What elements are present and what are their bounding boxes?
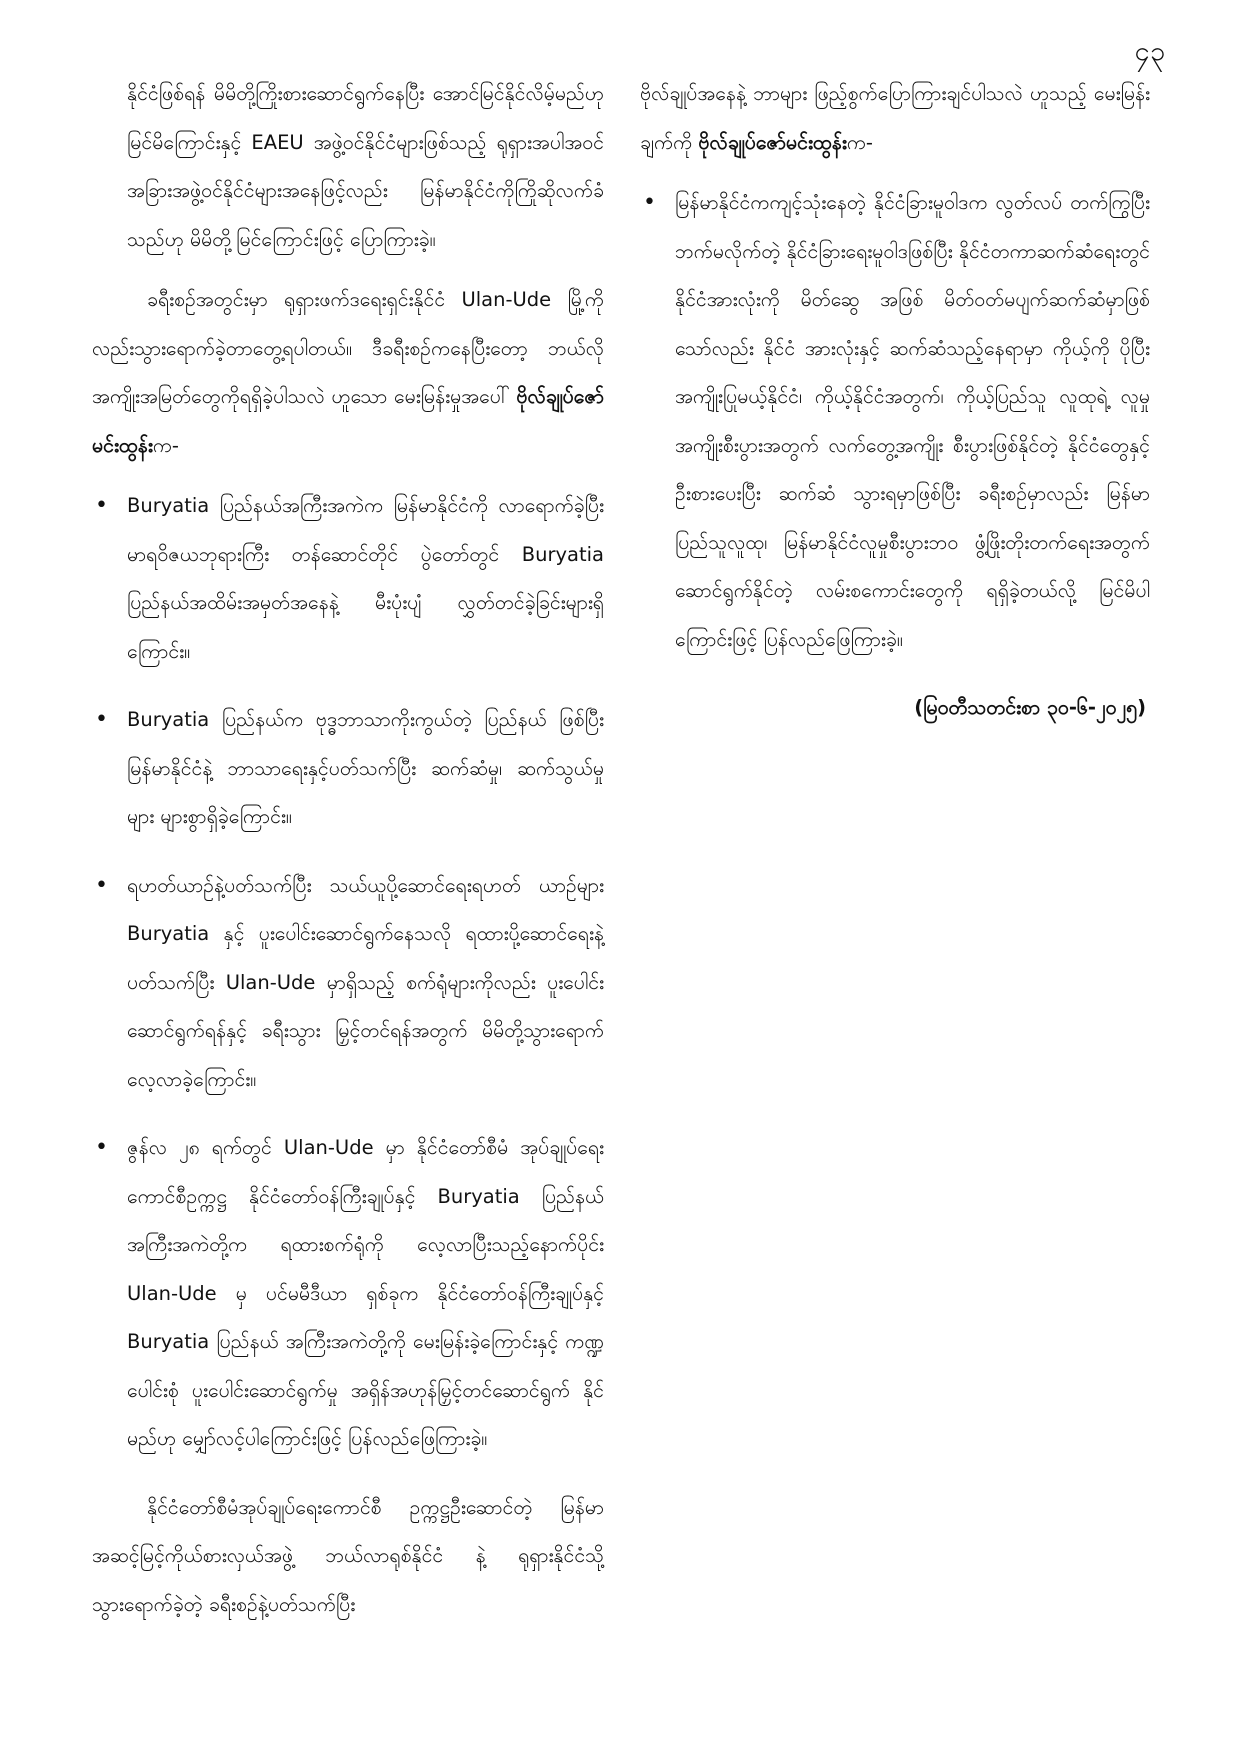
right-column <box>640 70 1150 733</box>
list-item-text: ဇွန်လ ၂၈ ရက်တွင် Ulan-Ude မှာ နိုင်ငံတော်စီမံ အုပ်ချုပ်ရေးကောင်စီဥက္ကဋ္ဌ နိုင်ငံတော်ဝန်ကြီးချုပ်နှင့် Buryatia ပြည်နယ်အကြီးအကဲတို့က ရထားစက်ရုံကို လေ့လာပြီးသည့်နောက်ပိုင်း Ulan-Ude မှ ပင်မမီဒီယာ ရှစ်ခုက နိုင်ငံတော်ဝန်ကြီးချုပ်နှင့် Buryatia ပြည်နယ် အကြီးအကဲတို့ကို မေးမြန်းခဲ့ကြောင်းနှင့် ကဏ္ဍပေါင်းစုံ ပူးပေါင်းဆောင်ရွက်မှု အရှိန်အဟုန်မြှင့်တင်ဆောင်ရွက် နိုင်မည်ဟု မျှော်လင့်ပါကြောင်းဖြင့် ပြန်လည်ဖြေကြားခဲ့။ <box>127 1136 604 1450</box>
question-text: ခရီးစဉ်အတွင်းမှာ ရုရှားဖက်ဒရေးရှင်းနိုင်ငံ Ulan-Ude မြို့ကိုလည်းသွားရောက်ခဲ့တာတွေ့ရပါတယ်။ ဒီခရီးစဉ်ကနေပြီးတော့ ဘယ်လိုအကျိုးအမြတ်တွေကိုရရှိခဲ့ပါသလဲ ဟူသော မေးမြန်းမှုအပေါ် <box>92 288 604 408</box>
list-item <box>92 482 604 676</box>
question-paragraph <box>640 70 1150 167</box>
speaker-name: ဗိုလ်ချုပ်ဇော်မင်းထွန်း <box>698 130 847 154</box>
intro-paragraph: နိုင်ငံဖြစ်ရန် မိမိတို့ကြိုးစားဆောင်ရွက်နေပြီး အောင်မြင်နိုင်လိမ့်မည်ဟု မြင်မိကြောင်းနှင့် EAEU အဖွဲ့ဝင်နိုင်ငံများဖြစ်သည့် ရုရှားအပါအဝင် အခြားအဖွဲ့ဝင်နိုင်ငံများအနေဖြင့်လည်း မြန်မာနိုင်ငံကိုကြိုဆိုလက်ခံသည်ဟု မိမိတို့မြင်ကြောင်းဖြင့် ပြောကြားခဲ့။ <box>127 82 604 251</box>
bullet-icon: • <box>95 707 108 732</box>
question-suffix: က- <box>846 130 873 154</box>
left-column <box>92 70 604 1641</box>
speaker-name: ဗိုလ်ချုပ်ဇော်မင်းထွန်း <box>92 385 605 457</box>
list-item <box>92 862 604 1105</box>
list-item <box>92 1124 604 1464</box>
bullet-icon: • <box>95 493 108 518</box>
question-paragraph <box>92 276 604 470</box>
list-item <box>92 696 604 842</box>
list-item-text: ရဟတ်ယာဉ်နဲ့ပတ်သက်ပြီး သယ်ယူပို့ဆောင်ရေးရဟတ် ယာဉ်များ Buryatia နှင့် ပူးပေါင်းဆောင်ရွက်နေသလို ရထားပို့ဆောင်ရေးနဲ့ပတ်သက်ပြီး Ulan-Ude မှာရှိသည့် စက်ရုံများကိုလည်း ပူးပေါင်းဆောင်ရွက်ရန်နှင့် ခရီးသွား မြှင့်တင်ရန်အတွက် မိမိတို့သွားရောက်လေ့လာခဲ့ကြောင်း။ <box>127 873 604 1091</box>
bullet-icon: • <box>95 1135 108 1160</box>
list-item-text: Buryatia ပြည်နယ်အကြီးအကဲက မြန်မာနိုင်ငံကို လာရောက်ခဲ့ပြီး မာရဝိဇယဘုရားကြီး တန်ဆောင်တိုင် ပွဲတော်တွင် Buryatia ပြည်နယ်အထိမ်းအမှတ်အနေနဲ့ မီးပုံးပျံ လွှတ်တင်ခဲ့ခြင်းများရှိကြောင်း။ <box>127 494 604 663</box>
question-suffix: က- <box>152 433 179 457</box>
bullet-icon: • <box>95 872 108 898</box>
list-item <box>640 179 1150 664</box>
list-item-text: မြန်မာနိုင်ငံကကျင့်သုံးနေတဲ့ နိုင်ငံခြားမူဝါဒက လွတ်လပ် တက်ကြွပြီး ဘက်မလိုက်တဲ့ နိုင်ငံခြားရေးမူဝါဒဖြစ်ပြီး နိုင်ငံတကာဆက်ဆံရေးတွင် နိုင်ငံအားလုံးကို မိတ်ဆွေ အဖြစ် မိတ်ဝတ်မပျက်ဆက်ဆံမှာဖြစ်သော်လည်း နိုင်ငံ အားလုံးနှင့် ဆက်ဆံသည့်နေရာမှာ ကိုယ့်ကို ပိုပြီး အကျိုးပြုမယ့်နိုင်ငံ၊ ကိုယ့်နိုင်ငံအတွက်၊ ကိုယ့်ပြည်သူ လူထုရဲ့ လူမှုအကျိုးစီးပွားအတွက် လက်တွေ့အကျိုး စီးပွားဖြစ်နိုင်တဲ့ နိုင်ငံတွေနှင့် ဦးစားပေးပြီး ဆက်ဆံ သွားရမှာဖြစ်ပြီး ခရီးစဉ်မှာလည်း မြန်မာပြည်သူလူထု၊ မြန်မာနိုင်ငံလူမှုစီးပွားဘဝ ဖွံ့ဖြိုးတိုးတက်ရေးအတွက် ဆောင်ရွက်နိုင်တဲ့ လမ်းစကောင်းတွေကို ရရှိခဲ့တယ်လို့ မြင်မိပါကြောင်းဖြင့် ပြန်လည်ဖြေကြားခဲ့။ <box>675 191 1150 651</box>
list-item-text: Buryatia ပြည်နယ်က ဗုဒ္ဓဘာသာကိုးကွယ်တဲ့ ပြည်နယ် ဖြစ်ပြီး မြန်မာနိုင်ငံနဲ့ ဘာသာရေးနှင့်ပတ်သက်ပြီး ဆက်ဆံမှု၊ ဆက်သွယ်မှုများ များစွာရှိခဲ့ကြောင်း။ <box>127 708 604 828</box>
question-text: ဗိုလ်ချုပ်အနေနဲ့ ဘာများ ဖြည့်စွက်ပြောကြားချင်ပါသလဲ ဟူသည့် မေးမြန်းချက်ကို <box>640 82 1150 154</box>
closing-paragraph: နိုင်ငံတော်စီမံအုပ်ချုပ်ရေးကောင်စီ ဥက္ကဋ္ဌဦးဆောင်တဲ့ မြန်မာအဆင့်မြင့်ကိုယ်စားလှယ်အဖွဲ့ ဘယ်လာရုစ်နိုင်ငံ နဲ့ ရုရှားနိုင်ငံသို့ သွားရောက်ခဲ့တဲ့ ခရီးစဉ်နဲ့ပတ်သက်ပြီး <box>92 1495 604 1616</box>
source-citation: (မြဝတီသတင်းစာ ၃၀-၆-၂၀၂၅) <box>914 696 1146 719</box>
answer-list <box>92 482 604 1464</box>
page-number: ၄၃ <box>1134 36 1165 67</box>
answer-list <box>640 179 1150 664</box>
bullet-icon: • <box>643 190 656 215</box>
